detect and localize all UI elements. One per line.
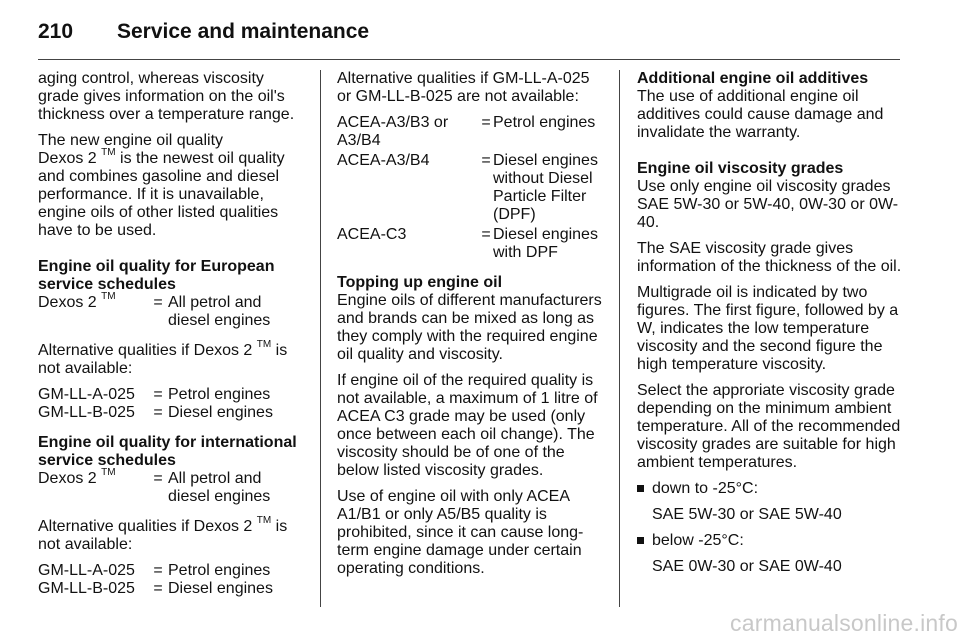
spec-term: GM-LL-A-025 [38,562,135,579]
bullet-square-icon [637,485,644,492]
sae-paragraph: The SAE viscosity grade gives information of the thickness of the oil. [637,240,902,275]
viscosity-paragraph: Use only engine oil viscosity grades SAE 5W-30 or 5W-40, 0W-30 or 0W-40. [637,178,899,231]
bullet-label: down to -25°C: [652,480,759,497]
spec-equals: = [153,470,163,487]
european-gm-table [38,386,298,422]
spec-equals: = [153,580,163,597]
header-rule [38,59,900,60]
bullet-label: below -25°C: [652,532,744,549]
topping-paragraph: Engine oils of different manufacturers and brands can be mixed as long as they comply with the required engine oil quality and viscosity. [337,292,602,363]
spec-definition: All petrol and diesel engines [168,470,271,505]
spec-equals: = [481,152,491,169]
spec-definition: Petrol engines [168,562,271,579]
spec-equals: = [481,114,491,131]
spec-equals: = [153,562,163,579]
column-divider-2 [619,70,620,607]
spec-term: Dexos 2 ™ [38,466,116,487]
heading-additives: Additional engine oil additives [637,70,869,87]
heading-european: Engine oil quality for European service schedules [38,258,275,293]
dexos-intro-line: The new engine oil quality [38,132,224,149]
spec-equals: = [153,404,163,421]
heading-viscosity: Engine oil viscosity grades [637,160,844,177]
spec-term: Dexos 2 ™ [38,290,116,311]
intro-paragraph: aging control, whereas viscosity grade gives information on the oil's thickness over a temperature range. [38,70,295,123]
column-divider-1 [320,70,321,607]
spec-term: GM-LL-A-025 [38,386,135,403]
spec-equals: = [153,294,163,311]
page-header [38,14,900,50]
dexos-paragraph [38,146,298,240]
spec-definition: Diesel engines [168,404,273,421]
spec-term: ACEA-C3 [337,226,407,243]
dexos-description: is the newest oil quality and combines gasoline and diesel performance. If it is unavailable, engine oils of other listed qualities have to be used. [38,150,285,239]
spec-term: GM-LL-B-025 [38,404,135,421]
european-dexos-table [38,290,298,330]
required-quality-paragraph: If engine oil of the required quality is not available, a maximum of 1 litre of ACEA C3 grade may be used (only once between each oil change). The viscosity should be of one of the below listed viscosity grades. [337,372,598,479]
spec-definition: Petrol engines [168,386,271,403]
bullet-value: SAE 5W-30 or SAE 5W-40 [652,506,842,523]
spec-equals: = [153,386,163,403]
trademark-sup: TM [101,146,116,158]
alt-gm-paragraph: Alternative qualities if GM-LL-A-025 or GM-LL-B-025 are not available: [337,70,590,105]
alt-qualities-eu: Alternative qualities if Dexos 2 ™ is not available: [38,338,288,377]
column-3 [637,70,907,584]
heading-topping-up: Topping up engine oil [337,274,503,291]
select-paragraph: Select the approriate viscosity grade depending on the minimum ambient temperature. All of the recommended viscosity grades are suitable for high ambient temperatures. [637,382,901,471]
multigrade-paragraph: Multigrade oil is indicated by two figures. The first figure, followed by a W, indicates the low temperature viscosity and the second figure the high temperature viscosity. [637,284,899,373]
international-dexos-table [38,466,298,506]
alt-qualities-intl: Alternative qualities if Dexos 2 ™ is not available: [38,514,288,553]
list-item [637,532,907,576]
spec-term: ACEA-A3/B3 or A3/B4 [337,114,449,149]
column-1 [38,70,298,610]
spec-definition: Diesel engines without Diesel Particle Filter (DPF) [493,152,598,223]
bullet-value: SAE 0W-30 or SAE 0W-40 [652,558,842,575]
spec-definition: Petrol engines [493,114,596,131]
list-item [637,480,907,524]
column-2 [337,70,607,586]
acea-table [337,114,603,262]
viscosity-bullet-list [637,480,907,576]
acea-a1-paragraph: Use of engine oil with only ACEA A1/B1 or only A5/B5 quality is prohibited, since it can cause long-term engine damage under certain operating conditions. [337,488,584,577]
spec-definition: Diesel engines with DPF [493,226,598,261]
heading-international: Engine oil quality for international service schedules [38,434,297,469]
additives-paragraph: The use of additional engine oil additives could cause damage and invalidate the warranty. [637,88,884,141]
spec-definition: All petrol and diesel engines [168,294,271,329]
spec-definition: Diesel engines [168,580,273,597]
bullet-square-icon [637,537,644,544]
spec-equals: = [481,226,491,243]
dexos-label: Dexos 2 [38,150,102,167]
page-title: Service and maintenance [117,20,370,43]
page-number: 210 [38,20,74,43]
watermark: carmanualsonline.info [730,610,958,636]
spec-term: GM-LL-B-025 [38,580,135,597]
spec-term: ACEA-A3/B4 [337,152,430,169]
international-gm-table [38,562,298,598]
